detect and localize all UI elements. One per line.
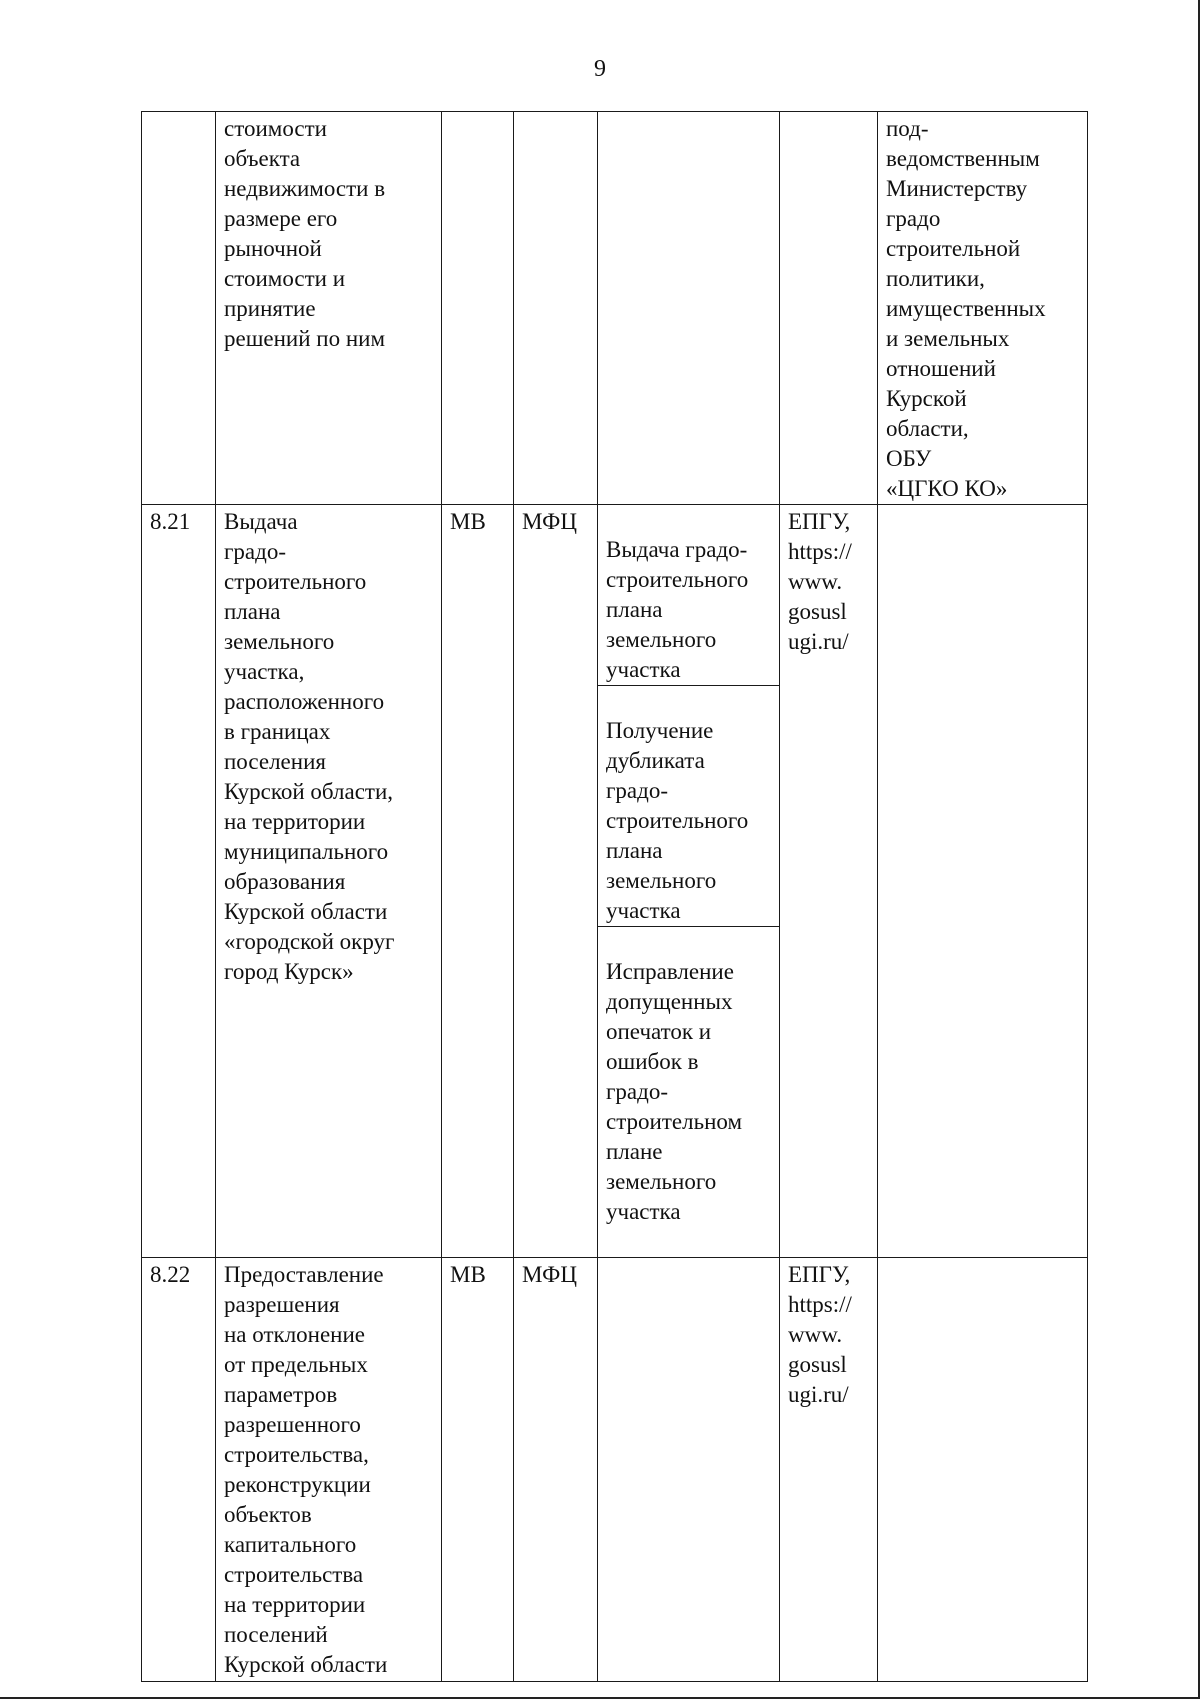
mode-cell: МВ — [442, 1258, 514, 1682]
service-name-cell: стоимости объекта недвижимости в размере его рыночной стоимости и принятие решений по ним — [216, 112, 442, 505]
service-name-cell: Выдача градо- строительного плана земельного участка, расположенного в границах поселения Курской области, на территории муниципального образования Курской области «городской округ город Курск» — [216, 505, 442, 1258]
subservice-cell — [598, 505, 780, 1258]
table-row — [142, 505, 1088, 1258]
table-row — [142, 1258, 1088, 1682]
mode-cell: МВ — [442, 505, 514, 1258]
row-number-cell — [142, 112, 216, 505]
subservice-cell — [598, 1258, 780, 1682]
place-cell: МФЦ — [514, 505, 598, 1258]
place-cell: МФЦ — [514, 1258, 598, 1682]
place-cell — [514, 112, 598, 505]
organization-cell — [878, 1258, 1088, 1682]
portal-cell: ЕПГУ, https:// www. gosusl ugi.ru/ — [780, 1258, 878, 1682]
page-number: 9 — [594, 56, 606, 82]
mode-cell — [442, 112, 514, 505]
organization-cell: под- ведомственным Министерству градо строительной политики, имущественных и земельных отношений Курской области, ОБУ «ЦГКО КО» — [878, 112, 1088, 505]
subservice-item: Исправление допущенных опечаток и ошибок в градо- строительном плане земельного участка — [606, 959, 743, 1224]
table-row-continued — [142, 112, 1088, 505]
organization-cell — [878, 505, 1088, 1258]
services-table — [141, 111, 1088, 1682]
row-number-cell: 8.22 — [142, 1258, 216, 1682]
subservice-item: Получение дубликата градо- строительного плана земельного участка — [598, 716, 779, 927]
service-name-cell: Предоставление разрешения на отклонение от предельных параметров разрешенного строительства, реконструкции объектов капитального строительства на территории поселений Курской области — [216, 1258, 442, 1682]
row-number-cell: 8.21 — [142, 505, 216, 1258]
subservice-item: Выдача градо- строительного плана земельного участка — [598, 535, 779, 686]
portal-cell — [780, 112, 878, 505]
subservice-cell — [598, 112, 780, 505]
portal-cell: ЕПГУ, https:// www. gosusl ugi.ru/ — [780, 505, 878, 1258]
